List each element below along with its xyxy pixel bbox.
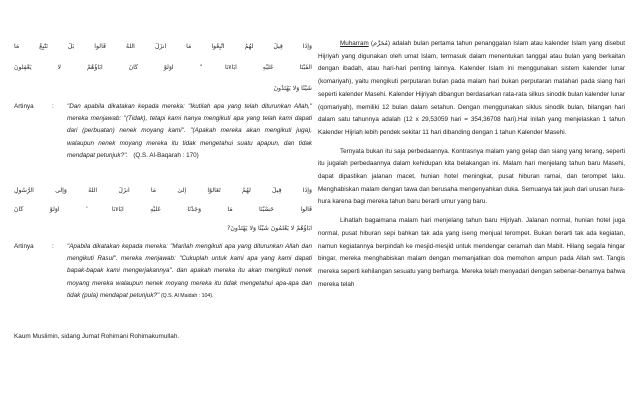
verse-reference: (Q.S. Al-Baqarah : 170): [133, 151, 199, 159]
muharram-term: Muharram: [340, 40, 369, 47]
translation-body: "Dan apabila dikatakan kepada mereka: "Ikutilah apa yang telah diturunkan Allah," mereka menjawab: "(Tidak), tetapi kami hanya mengikuti apa yang telah kami dapati dari (perbuatan) nenek moyang kami". "(Apakah mereka akan mengikuti juga), walaupun nenek moyang mereka itu tidak mengetahui suatu apapun, dan tidak mendapat petunjuk?".: [67, 103, 312, 159]
muharram-arabic: (مُحَرَّم): [370, 40, 391, 47]
artinya-label: Artinya: [14, 243, 34, 250]
arabic-verse-line: ﻗَﺎﻟُﻮﺍ ﺣَﺴْﺒُﻨَﺎ ﻣَﺎ ﻭَﺟَﺪْﻧَﺎ ﻋَﻠَﻴْﻪِ ﺁﺑَﺎﺀَﻧَﺎ ۚ ﺃَﻭَﻟَﻮْ ﻛَﺎﻥَ: [14, 206, 312, 213]
paragraph-difference: Ternyata bukan itu saja perbedaannya. Kontrasnya malam yang gelap dan siang yang terang, seperti itu jugalah perbedaannya dalam kehidupan kita belakangan ini. Malam hari menjelang tahun baru Masehi, dapat dipastikan jalanan macet, hunian hotel meningkat, pusat hiburan ramai, dan terompet laku. Menghabiskan malam dengan tawa dan berusaha mengenyahkan duka. Semuanya tak jauh dari urusan hura-hura karena bagi mereka tahun baru berarti umur yang baru.: [318, 147, 625, 206]
closing-greeting: Kaum Muslimin, sidang Jumat Rohimani Rohimakumullah.: [14, 333, 180, 340]
body-text: [318, 38, 625, 291]
paragraph-hijriyah-night: Lihatlah bagaimana malam hari menjelang tahun baru Hijriyah. Jalanan normal, hunian hotel juga normal, pusat hiburan sepi bahkan tak ada yang iseng menjual terompet. Bukan berarti tak ada kegiatan, namun kegiatannya berpindah ke mesjid-mesjid untuk mendengar ceramah dan Mabit. Hilang segala hingar bingar, mereka menghabiskan malam dengan memanjatkan doa memohon ampun pada Allah swt. Tangis mereka seperti kehilangan sesuatu yang berharga. Mereka telah menyadari dengan sebenar-benarnya bahwa mereka telah: [318, 217, 625, 288]
translation-body: "Apabila dikatakan kepada mereka: "Marilah mengikuti apa yang diturunkan Allah dan mengikuti Rasul". mereka menjawab: "Cukuplah untuk kami apa yang kami dapati bapak-bapak kami mengerjakannya". dan apakah mereka itu akan mengikuti nenek moyang mereka walaupun nenek moyang mereka itu tidak mengetahui apa-apa dan tidak (pula) mendapat petunjuk?": [67, 243, 312, 299]
paragraph-text: adalah bulan pertama tahun penanggalan Islam atau kalender Islam yang disebut Hijriyah yang digunakan oleh umat Islam, termasuk dalam menentukan tanggal atau bulan yang berkaitan dengan ibadah, atau hari-hari penting lainnya. Kalender Islam ini menggunakan sistem kalender lunar (komariyah), yaitu mengikuti perputaran bulan pada malam hari bukan perputaran matahari pada siang hari seperti kalender Masehi. Kalender Hijriyah dibangun berdasarkan rata-rata silkus sinodik bulan kalender lunar (qomariyah), memiliki 12 bulan dalam setahun. Dengan menggunakan siklus sinodik bulan, bilangan hari dalam satu tahunnya adalah (12 x 29,53059 hari = 354,36708 hari).Hal inilah yang menjelaskan 1 tahun Kalender Hijriah lebih pendek sekitar 11 hari dibanding dengan 1 tahun Kalender Masehi.: [318, 40, 626, 136]
verse-reference: (Q.S. Al Maidah : 104).: [160, 292, 214, 299]
translation-block: [14, 101, 312, 181]
arabic-verse-line: ﺃَﻟْﻔَﻴْﻨَﺎ ﻋَﻠَﻴْﻪِ ﺁﺑَﺎﺀَﻧَﺎ ۗ ﺃَﻭَﻟَﻮْ ﻛَﺎﻥَ ﺁﺑَﺎﺅُﻫُﻢْ ﻟَﺎ ﻳَﻌْﻘِﻠُﻮﻥَ: [14, 64, 312, 71]
translation-text: [67, 101, 312, 162]
paragraph-muharram: [318, 38, 625, 140]
arabic-verse-line: ?ﺁﺑَﺎﺅُﻫُﻢْ ﻟَﺎ ﻳَﻌْﻠَﻤُﻮﻥَ ﺷَﻴْﺌًﺎ ﻭَﻟَﺎ ﻳَﻬْﺘَﺪُﻭﻥَ: [227, 225, 312, 232]
artinya-colon: :: [52, 243, 54, 250]
translation-text: [67, 241, 312, 302]
arabic-verse-line: ﻭَﺇِﺫَﺍ ﻗِﻴﻞَ ﻟَﻬُﻢُ ﺍﺗَّﺒِﻌُﻮﺍ ﻣَﺎ ﺃَﻧﺰَﻝَ ﺍﻟﻠَّﻪُ ﻗَﺎﻟُﻮﺍ ﺑَﻞْ ﻧَﺘَّﺒِﻊُ ﻣَﺎ: [14, 43, 312, 50]
artinya-colon: :: [52, 103, 54, 110]
translation-block: [14, 241, 312, 331]
arabic-verse-line: ﻭَﺇِﺫَﺍ ﻗِﻴﻞَ ﻟَﻬُﻢْ ﺗَﻌَﺎﻟَﻮْﺍ ﺇِﻟَﻰٰ ﻣَﺎ ﺃَﻧﺰَﻝَ ﺍﻟﻠَّﻪُ ﻭَﺇِﻟَﻰ ﺍﻟﺮَّﺳُﻮﻝِ: [14, 187, 312, 194]
arabic-verse-line: ﺷَﻴْﺌًﺎ ﻭَﻟَﺎ ﻳَﻬْﺘَﺪُﻭﻥَ: [273, 85, 312, 92]
artinya-label: Artinya: [14, 103, 34, 110]
